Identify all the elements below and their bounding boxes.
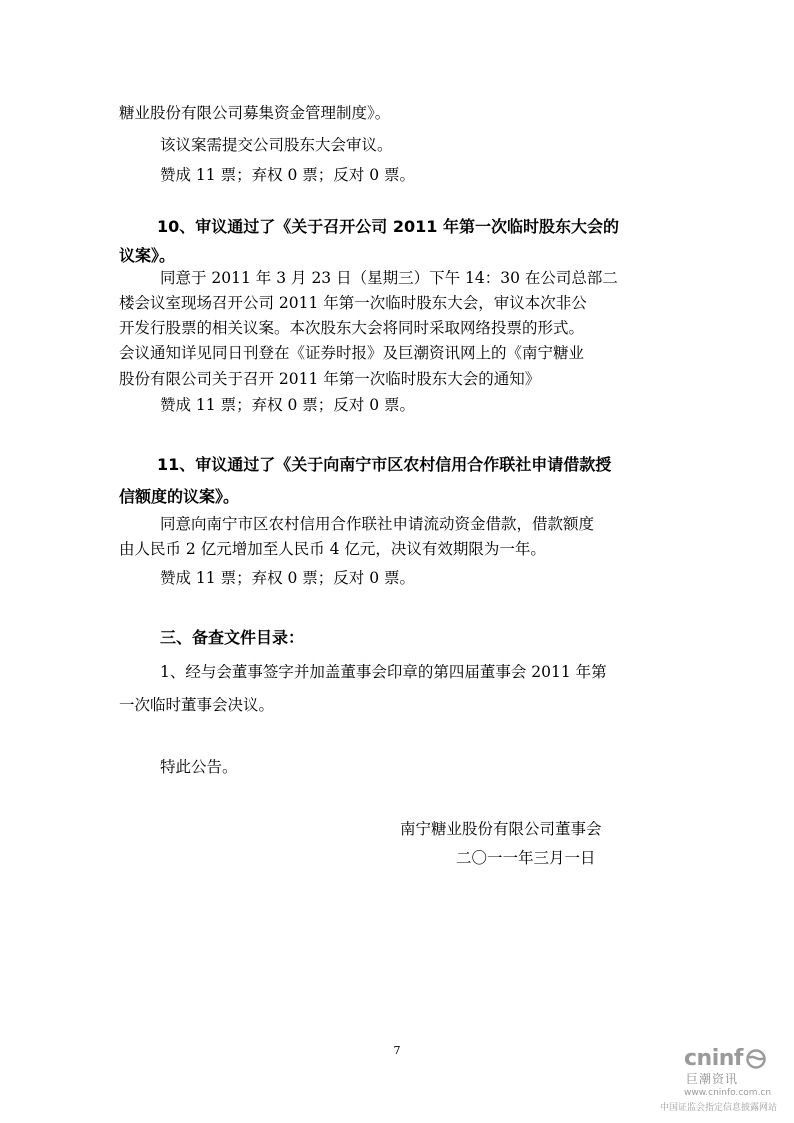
- cninfo-chinese-name: 巨潮资讯: [686, 1072, 739, 1086]
- page-number: 7: [393, 1044, 401, 1057]
- text-line: 该议案需提交公司股东大会审议。: [160, 136, 393, 154]
- text-line: 开发行股票的相关议案。本次股东大会将同时采取网络投票的形式。: [119, 319, 585, 337]
- text-line: 赞成 11 票；弃权 0 票；反对 0 票。: [160, 569, 416, 587]
- text-line: 会议通知详见同日刊登在《证券时报》及巨潮资讯网上的《南宁糖业: [119, 344, 585, 362]
- section-heading: 11、审议通过了《关于向南宁市区农村信用合作联社申请借款授: [157, 455, 612, 474]
- signature-company: 南宁糖业股份有限公司董事会: [400, 820, 602, 838]
- section-heading: 议案》。: [119, 246, 176, 265]
- text-line: 同意于 2011 年 3 月 23 日（星期三）下午 14：30 在公司总部二: [160, 269, 618, 287]
- section-heading: 三、备查文件目录：: [160, 628, 305, 647]
- cninfo-tagline: 中国证监会指定信息披露网站: [660, 1103, 778, 1113]
- cninfo-url: www.cninfo.com.cn: [684, 1088, 772, 1098]
- cninfo-logo-icon: [746, 1049, 766, 1069]
- section-heading: 信额度的议案》。: [119, 487, 240, 506]
- cninfo-watermark: [650, 1046, 794, 1123]
- cninfo-logo-text: cninf: [684, 1046, 743, 1071]
- text-line: 楼会议室现场召开公司 2011 年第一次临时股东大会，审议本次非公: [119, 294, 587, 312]
- closing-statement: 特此公告。: [160, 758, 238, 776]
- text-line: 糖业股份有限公司募集资金管理制度》。: [119, 104, 391, 122]
- signature-date: 二〇一一年三月一日: [456, 849, 596, 867]
- text-line: 一次临时董事会决议。: [119, 696, 275, 714]
- text-line: 同意向南宁市区农村信用合作联社申请流动资金借款，借款额度: [160, 515, 595, 533]
- text-line: 赞成 11 票；弃权 0 票；反对 0 票。: [160, 396, 416, 414]
- text-line: 由人民币 2 亿元增加至人民币 4 亿元，决议有效期限为一年。: [119, 540, 546, 558]
- text-line: 股份有限公司关于召开 2011 年第一次临时股东大会的通知》: [119, 370, 541, 388]
- text-line: 赞成 11 票；弃权 0 票；反对 0 票。: [160, 166, 416, 184]
- text-line: 1、经与会董事签字并加盖董事会印章的第四届董事会 2011 年第: [160, 663, 607, 681]
- section-heading: 10、审议通过了《关于召开公司 2011 年第一次临时股东大会的: [157, 217, 619, 236]
